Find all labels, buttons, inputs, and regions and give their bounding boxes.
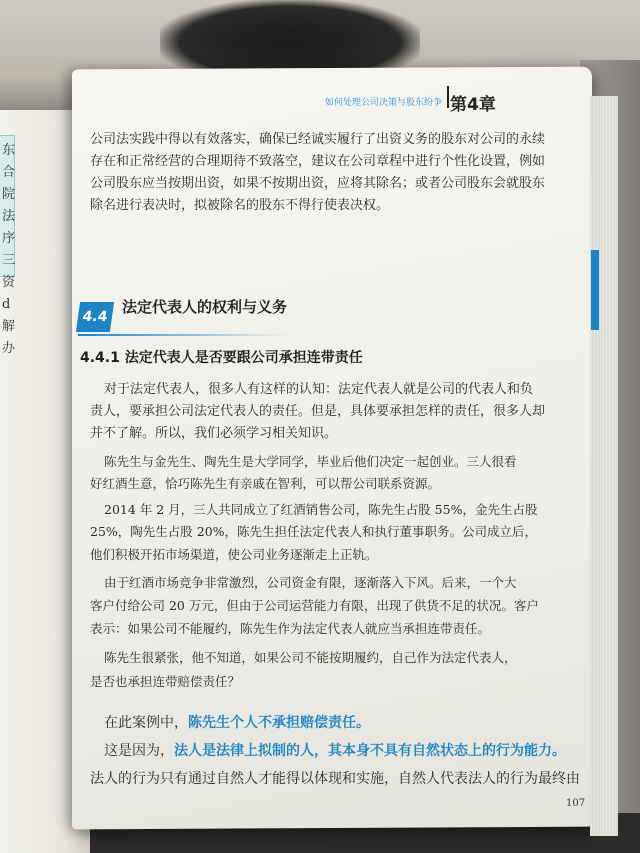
case-line: 他们积极开拓市场渠道，使公司业务逐渐走上正轨。 [90,547,378,562]
left-char: 东 [2,143,16,158]
conclusion-line-3: 法人的行为只有通过自然人才能得以体现和实施，自然人代表法人的行为最终由 [90,771,580,787]
case-line: 由于红酒市场竞争非常激烈，公司资金有限，逐渐落入下风。后来，一个大 [104,575,517,590]
case-line: 陈先生与金先生、陶先生是大学同学，毕业后他们决定一起创业。三人很看 [104,454,517,469]
case-line: 客户付给公司 20 万元，但由于公司运营能力有限，出现了供货不足的状况。客户 [90,598,539,613]
conclusion-highlight: 陈先生个人不承担赔偿责任。 [188,715,370,731]
left-page-chars-bottom [2,272,22,360]
case-line: 是否也承担连带赔偿责任？ [90,674,241,689]
conclusion-highlight: 法人是法律上拟制的人，其本身不具有自然状态上的行为能力。 [174,743,566,759]
left-char: 合 [2,165,16,180]
intro-line: 除名进行表决时，拟被除名的股东不得行使表决权。 [90,198,390,213]
body-line: 并不了解。所以，我们必须学习相关知识。 [90,426,338,441]
section-underline [78,334,288,336]
body-line: 对于法定代表人，很多人有这样的认知：法定代表人就是公司的代表人和负 [104,382,534,397]
chapter-divider [447,86,449,108]
body-line: 责人，要承担公司法定代表人的责任。但是，具体要承担怎样的责任，很多人却 [90,404,546,419]
left-page-chars-top [2,140,22,272]
page-stack-edge [590,96,618,836]
left-char: 办 [2,341,16,356]
section-title: 法定代表人的权利与义务 [122,298,288,316]
chapter-side-tab [591,250,599,330]
conclusion-line-1 [104,712,370,732]
running-head: 如何处理公司决策与股东纷争 [325,98,443,108]
case-line: 陈先生很紧张，他不知道，如果公司不能按期履约，自己作为法定代表人， [104,650,517,665]
conclusion-prefix: 这是因为， [104,743,174,759]
left-char: 三 [2,253,16,268]
case-line: 表示：如果公司不能履约，陈先生作为法定代表人就应当承担连带责任。 [90,621,491,636]
left-char: 序 [2,231,16,246]
section-number-badge: 4.4 [76,302,114,332]
conclusion-line-2 [104,740,566,760]
case-line: 2014 年 2 月，三人共同成立了红酒销售公司，陈先生占股 55%，金先生占股 [104,502,538,517]
conclusion-prefix: 在此案例中， [104,715,188,731]
intro-line: 存在和正常经营的合理期待不致落空，建议在公司章程中进行个性化设置，例如 [90,154,546,169]
left-char: d [2,297,11,312]
intro-line: 公司法实践中得以有效落实，确保已经诚实履行了出资义务的股东对公司的永续 [90,132,546,147]
subsection-title: 4.4.1 法定代表人是否要跟公司承担连带责任 [80,350,363,366]
chapter-label: 第4章 [450,95,496,115]
left-char: 院 [2,187,16,202]
intro-line: 公司股东应当按期出资，如果不按期出资，应将其除名；或者公司股东会就股东 [90,176,546,191]
background-shadow [160,0,420,70]
case-line: 25%，陶先生占股 20%，陈先生担任法定代表人和执行董事职务。公司成立后， [90,524,538,539]
page-number: 107 [566,798,586,809]
left-char: 资 [2,275,16,290]
case-line: 好红酒生意，恰巧陈先生有亲戚在智利，可以帮公司联系资源。 [90,476,441,491]
left-char: 解 [2,319,16,334]
left-char: 法 [2,209,16,224]
